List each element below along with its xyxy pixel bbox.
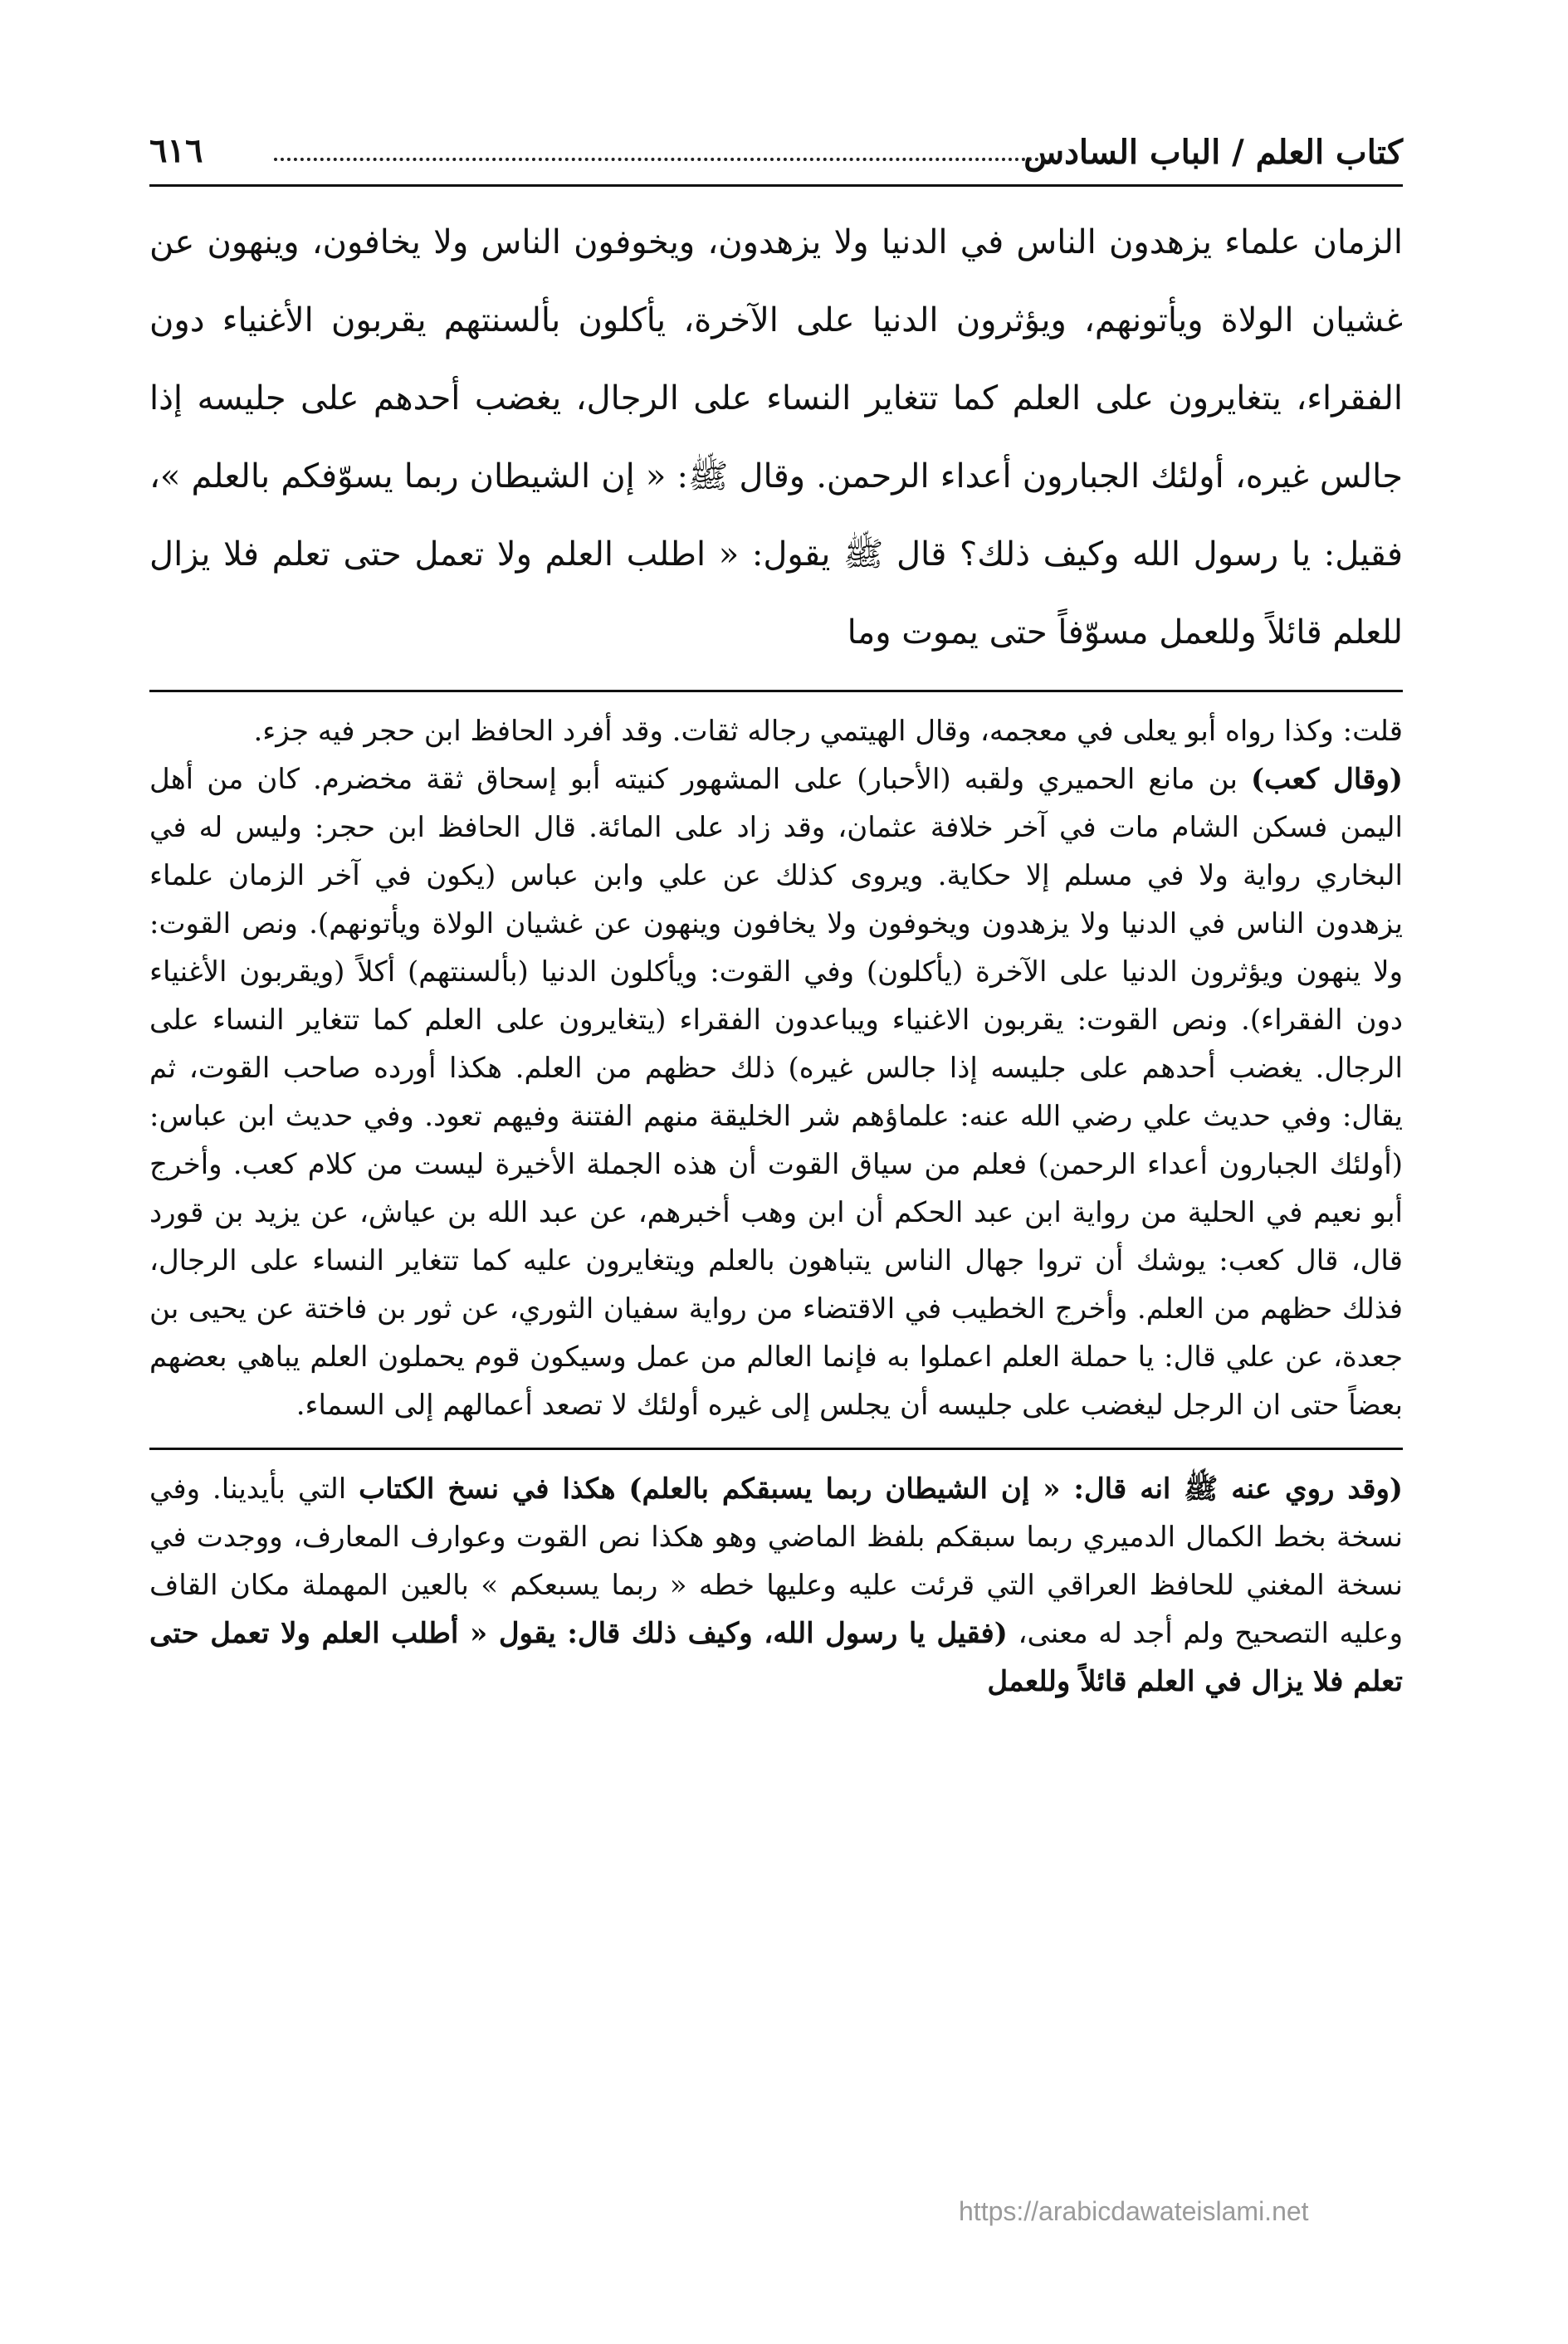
running-title: كتاب العلم / الباب السادس: [1023, 133, 1403, 172]
note-2-lead: (وقال كعب): [1251, 763, 1403, 796]
commentary-note-2: [149, 755, 1403, 1429]
note-2-text: بن مانع الحميري ولقبه (الأحبار) على المشهور كنيته أبو إسحاق ثقة مخضرم. كان من أهل اليمن فسكن الشام مات في آخر خلافة عثمان، وقد زاد على المائة. قال الحافظ ابن حجر: وليس له في البخاري رواية ولا في مسلم إلا حكاية. ويروى كذلك عن علي وابن عباس (يكون في آخر الزمان علماء يزهدون الناس في الدنيا ولا يزهدون ويخوفون ولا يخافون وينهون عن غشيان الولاة ويأتونهم). ونص القوت: ولا ينهون ويؤثرون الدنيا على الآخرة (يأكلون) وفي القوت: ويأكلون الدنيا (بألسنتهم) أكلاً (ويقربون الأغنياء دون الفقراء). ونص القوت: يقربون الاغنياء ويباعدون الفقراء (يتغايرون على العلم كما تتغاير النساء على الرجال. يغضب أحدهم على جليسه إذا جالس غيره) ذلك حظهم من العلم. هكذا أورده صاحب القوت، ثم يقال: وفي حديث علي رضي الله عنه: علماؤهم شر الخليقة منهم الفتنة وفيهم تعود. وفي حديث ابن عباس: (أولئك الجبارون أعداء الرحمن) فعلم من سياق القوت أن هذه الجملة الأخيرة ليست من كلام كعب. وأخرج أبو نعيم في الحلية من رواية ابن عبد الحكم أن ابن وهب أخبرهم، عن عبد الله بن عياش، عن يزيد بن قورد قال، قال كعب: يوشك أن تروا جهال الناس يتباهون بالعلم ويتغايرون عليه كما تتغاير النساء على الرجال، فذلك حظهم من العلم. وأخرج الخطيب في الاقتضاء من رواية سفيان الثوري، عن ثور بن فاختة عن يحيى بن جعدة، عن علي قال: يا حملة العلم اعملوا به فإنما العالم من عمل وسيكون قوم يحملون العلم يباهي بعضهم بعضاً حتى ان الرجل ليغضب على جليسه أن يجلس إلى غيره أولئك لا تصعد أعمالهم إلى السماء.: [149, 763, 1403, 1422]
commentary-continued: [149, 1465, 1403, 1706]
book-page: [149, 125, 1403, 1706]
header-leader-dots: [274, 158, 1046, 161]
commentary-note-3: [149, 1465, 1403, 1706]
watermark-url: https://arabicdawateislami.net: [959, 2196, 1309, 2226]
note-3-text: التي بأيدينا. وفي نسخة بخط الكمال الدميري ربما سبقكم بلفظ الماضي وهو هكذا نص القوت وعوارف المعارف، ووجدت في نسخة المغني للحافظ العراقي التي قرئت عليه وعليها خطه « ربما يسبعكم » بالعين المهملة مكان القاف وعليه التصحيح ولم أجد له معنى،: [149, 1472, 1403, 1650]
commentary-divider: [149, 1448, 1403, 1450]
commentary: [149, 707, 1403, 1429]
note-3-lead: (وقد روي عنه ﷺ انه قال: « إن الشيطان ربما يسبقكم بالعلم) هكذا في نسخ الكتاب: [359, 1472, 1403, 1506]
commentary-note-1: قلت: وكذا رواه أبو يعلى في معجمه، وقال الهيتمي رجاله ثقات. وقد أفرد الحافظ ابن حجر فيه جزء.: [253, 715, 1403, 748]
main-text: الزمان علماء يزهدون الناس في الدنيا ولا يزهدون، ويخوفون الناس ولا يخافون، وينهون عن غشيان الولاة ويأتونهم، ويؤثرون الدنيا على الآخرة، يأكلون بألسنتهم يقربون الأغنياء دون الفقراء، يتغايرون على العلم كما تتغاير النساء على الرجال، يغضب أحدهم على جليسه إذا جالس غيره، أولئك الجبارون أعداء الرحمن. وقال ﷺ: « إن الشيطان ربما يسوّفكم بالعلم »، فقيل: يا رسول الله وكيف ذلك؟ قال ﷺ يقول: « اطلب العلم ولا تعمل حتى تعلم فلا يزال للعلم قائلاً وللعمل مسوّفاً حتى يموت وما: [149, 223, 1403, 652]
main-commentary-divider: [149, 690, 1403, 692]
page-header: [149, 125, 1403, 187]
note-3-tail: (فقيل يا رسول الله، وكيف ذلك قال: يقول « أطلب العلم ولا تعمل حتى تعلم فلا يزال في العلم قائلاً وللعمل: [149, 1617, 1403, 1698]
page-number: ٦١٦: [149, 131, 203, 170]
